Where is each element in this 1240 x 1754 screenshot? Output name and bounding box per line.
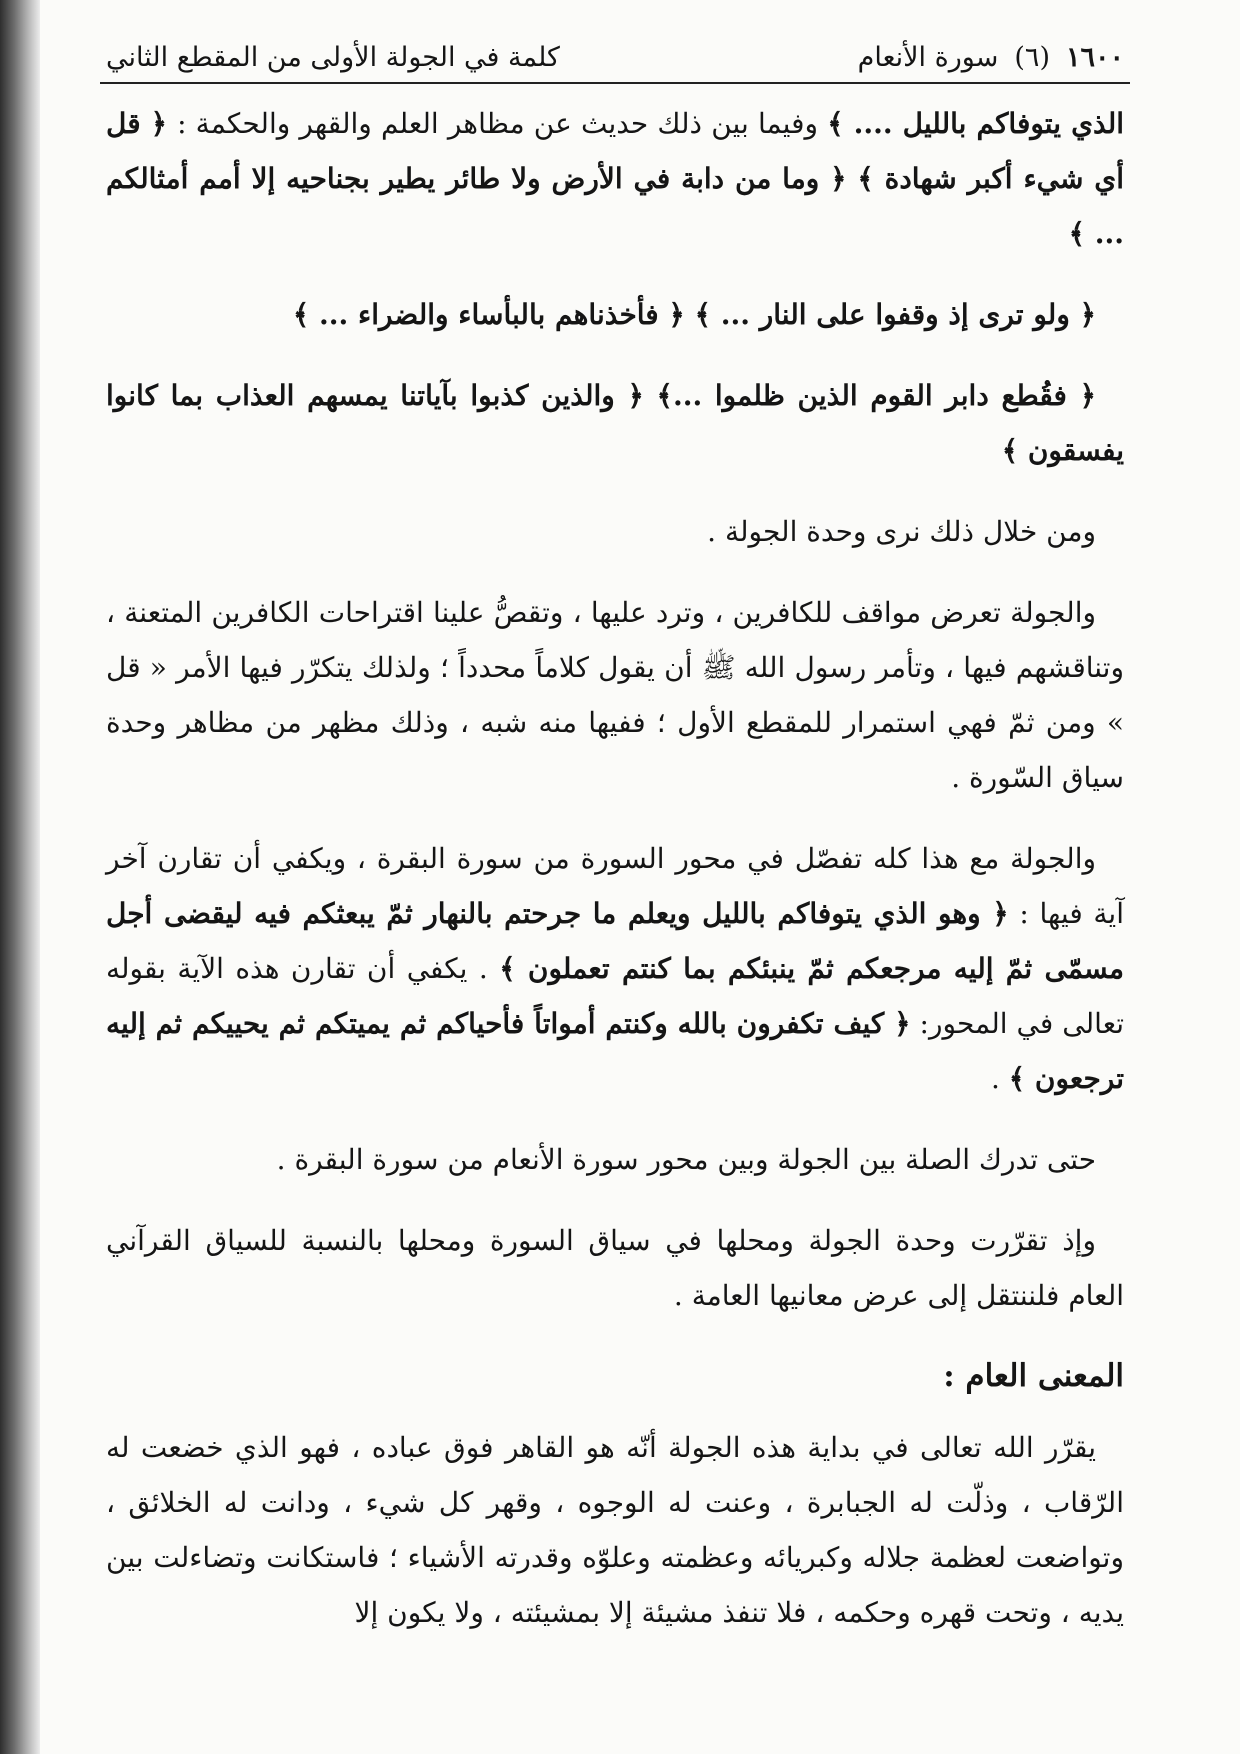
binding-edge (0, 0, 40, 1754)
paragraph-5 (106, 585, 1124, 805)
quran-quote: ﴿ فقُطع دابر القوم الذين ظلموا ...﴾ ﴿ والذين كذبوا بآياتنا يمسهم العذاب بما كانوا يفسقون ﴾ (106, 379, 1124, 468)
page-number: ١٦٠٠ (1065, 42, 1124, 73)
quran-quote: ﴿ قل أي شيء أكبر شهادة ﴾ ﴿ وما من دابة في الأرض ولا طائر يطير بجناحيه إلا أمم أمثالكم ... ﴾ (106, 107, 1124, 251)
body-text: حتى تدرك الصلة بين الجولة وبين محور سورة الأنعام من سورة البقرة . (276, 1143, 1096, 1177)
body-text: وفيما بين ذلك حديث عن مظاهر العلم والقهر والحكمة : (177, 107, 828, 141)
header-right (858, 42, 1124, 74)
section-title: كلمة في الجولة الأولى من المقطع الثاني (106, 42, 560, 73)
running-header (100, 42, 1130, 84)
body-text: . يكفي أن تقارن هذه الآية بقوله تعالى في المحور: (106, 952, 1125, 1041)
body-text: وإذ تقرّرت وحدة الجولة ومحلها في سياق السورة ومحلها بالنسبة للسياق القرآني العام فلننتقل إلى عرض معانيها العامة . (106, 1224, 1124, 1313)
body-text: والجولة مع هذا كله تفصّل في محور السورة من سورة البقرة ، ويكفي أن تقارن آخر آية فيها : (106, 842, 1124, 931)
paragraph-2 (106, 287, 1124, 342)
body-text: ومن خلال ذلك نرى وحدة الجولة . (707, 515, 1096, 549)
paragraph-9 (106, 1420, 1124, 1640)
paragraph-8 (106, 1213, 1124, 1323)
quran-quote: ﴿ وهو الذي يتوفاكم بالليل ويعلم ما جرحتم بالنهار ثمّ يبعثكم فيه ليقضى أجل مسمّى ثمّ إليه مرجعكم ثمّ ينبئكم بما كنتم تعملون ﴾ (106, 897, 1124, 986)
body-text: . (990, 1062, 1009, 1096)
paragraph-4 (106, 504, 1124, 559)
quran-quote: ﴿ ولو ترى إذ وقفوا على النار ... ﴾ ﴿ فأخذناهم بالبأساء والضراء ... ﴾ (292, 298, 1096, 332)
page-content (100, 84, 1130, 1640)
quran-quote: ﴿ كيف تكفرون بالله وكنتم أمواتاً فأحياكم ثم يميتكم ثم يحييكم ثم إليه ترجعون ﴾ (106, 1007, 1124, 1096)
chapter-number: (٦) (1014, 42, 1050, 73)
book-page (100, 42, 1130, 1666)
quran-quote: الذي يتوفاكم بالليل .... ﴾ (827, 107, 1125, 141)
body-text: والجولة تعرض مواقف للكافرين ، وترد عليها ، وتقصُّ علينا اقتراحات الكافرين المتعنة ، وتناقشهم فيها ، وتأمر رسول الله ﷺ أن يقول كلاماً محدداً ؛ ولذلك يتكرّر فيها الأمر « قل » ومن ثمّ فهي استمرار للمقطع الأول ؛ ففيها منه شبه ، وذلك مظهر من مظاهر وحدة سياق السّورة . (106, 596, 1124, 795)
section-heading: المعنى العام : (943, 1358, 1124, 1395)
paragraph-3 (106, 368, 1124, 478)
paragraph-6 (106, 831, 1124, 1106)
surah-name: سورة الأنعام (857, 42, 999, 73)
paragraph-7 (106, 1132, 1124, 1187)
paragraph-1 (106, 96, 1124, 261)
body-text: يقرّر الله تعالى في بداية هذه الجولة أنّه هو القاهر فوق عباده ، فهو الذي خضعت له الرّقاب ، وذلّت له الجبابرة ، وعنت له الوجوه ، وقهر كل شيء ، ودانت له الخلائق ، وتواضعت لعظمة جلاله وكبريائه وعظمته وعلوّه وقدرته الأشياء ؛ فاستكانت وتضاءلت بين يديه ، وتحت قهره وحكمه ، فلا تنفذ مشيئة إلا بمشيئته ، ولا يكون إلا (106, 1431, 1125, 1630)
